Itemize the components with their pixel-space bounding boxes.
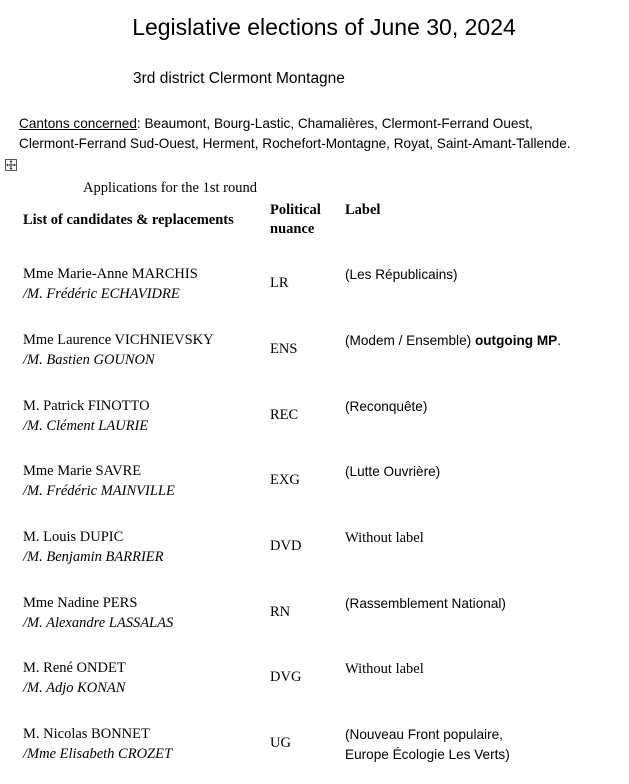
nuance-cell: ENS	[270, 341, 298, 357]
table-row	[0, 725, 629, 769]
outgoing-mp-note: outgoing MP	[471, 333, 558, 348]
candidate-name: M. Nicolas BONNET	[23, 726, 150, 742]
cantons-label: Cantons concerned	[19, 116, 137, 131]
candidate-cell	[23, 397, 150, 436]
table-row	[0, 462, 629, 506]
candidate-cell	[23, 528, 164, 567]
header-candidates: List of candidates & replacements	[23, 212, 234, 228]
candidate-cell	[23, 659, 126, 698]
candidate-name: Mme Laurence VICHNIEVSKY	[23, 332, 214, 348]
nuance-cell: UG	[270, 735, 291, 751]
header-label: Label	[345, 202, 381, 218]
table-row	[0, 265, 629, 309]
table-row	[0, 528, 629, 572]
cantons-colon: :	[136, 116, 145, 131]
replacement-name: /M. Benjamin BARRIER	[23, 548, 164, 565]
label-cell	[345, 725, 510, 765]
replacement-name: /M. Clément LAURIE	[23, 417, 149, 434]
header-political-nuance	[270, 201, 340, 239]
nuance-cell: DVG	[270, 669, 302, 685]
label-text: (Modem / Ensemble)	[345, 333, 472, 348]
nuance-cell: DVD	[270, 538, 302, 554]
label-text: (Reconquête)	[345, 399, 428, 414]
nuance-cell: RN	[270, 604, 291, 620]
label-text: (Rassemblement National)	[345, 596, 506, 611]
header-nuance-line2: nuance	[270, 221, 315, 237]
label-cell	[345, 594, 506, 614]
label-cell	[345, 397, 427, 417]
cantons-list-line1: Beaumont, Bourg-Lastic, Chamalières, Clermont-Ferrand Ouest,	[144, 116, 533, 131]
label-text-line2: Europe Écologie Les Verts)	[345, 747, 510, 762]
label-text: Without label	[345, 530, 424, 546]
replacement-name: /Mme Elisabeth CROZET	[23, 745, 173, 762]
nuance-cell: REC	[270, 407, 299, 423]
district-subtitle: 3rd district Clermont Montagne	[133, 70, 345, 87]
candidate-cell	[23, 725, 172, 764]
cantons-paragraph	[19, 114, 623, 154]
label-cell	[345, 528, 424, 548]
label-suffix: .	[557, 333, 562, 348]
candidate-name: Mme Nadine PERS	[23, 595, 138, 611]
table-row	[0, 397, 629, 441]
label-text: (Les Républicains)	[345, 267, 458, 282]
replacement-name: /M. Bastien GOUNON	[23, 351, 155, 368]
candidate-name: M. René ONDET	[23, 660, 126, 676]
nuance-cell: LR	[270, 275, 289, 291]
label-cell	[345, 265, 458, 285]
replacement-name: /M. Alexandre LASSALAS	[23, 614, 174, 631]
header-nuance-line1: Political	[270, 202, 321, 218]
table-row	[0, 331, 629, 375]
label-cell	[345, 331, 561, 351]
candidate-name: Mme Marie-Anne MARCHIS	[23, 266, 198, 282]
cantons-list-line2: Clermont-Ferrand Sud-Ouest, Herment, Rochefort-Montagne, Royat, Saint-Amant-Tallende.	[19, 136, 571, 151]
candidate-cell	[23, 265, 198, 304]
table-row	[0, 659, 629, 703]
applications-caption: Applications for the 1st round	[83, 180, 257, 196]
label-text: (Nouveau Front populaire,	[345, 727, 503, 742]
document-title: Legislative elections of June 30, 2024	[132, 14, 516, 40]
label-text: (Lutte Ouvrière)	[345, 464, 441, 479]
label-text: Without label	[345, 661, 424, 677]
candidate-cell	[23, 331, 214, 370]
table-row	[0, 594, 629, 638]
candidate-cell	[23, 462, 175, 501]
candidate-name: M. Patrick FINOTTO	[23, 398, 150, 414]
candidate-cell	[23, 594, 173, 633]
candidate-name: Mme Marie SAVRE	[23, 463, 142, 479]
nuance-cell: EXG	[270, 472, 300, 488]
replacement-name: /M. Adjo KONAN	[23, 679, 126, 696]
candidate-name: M. Louis DUPIC	[23, 529, 124, 545]
table-move-handle-icon[interactable]	[5, 159, 17, 171]
replacement-name: /M. Frédéric MAINVILLE	[23, 482, 175, 499]
replacement-name: /M. Frédéric ECHAVIDRE	[23, 285, 180, 302]
label-cell	[345, 462, 440, 482]
label-cell	[345, 659, 424, 679]
